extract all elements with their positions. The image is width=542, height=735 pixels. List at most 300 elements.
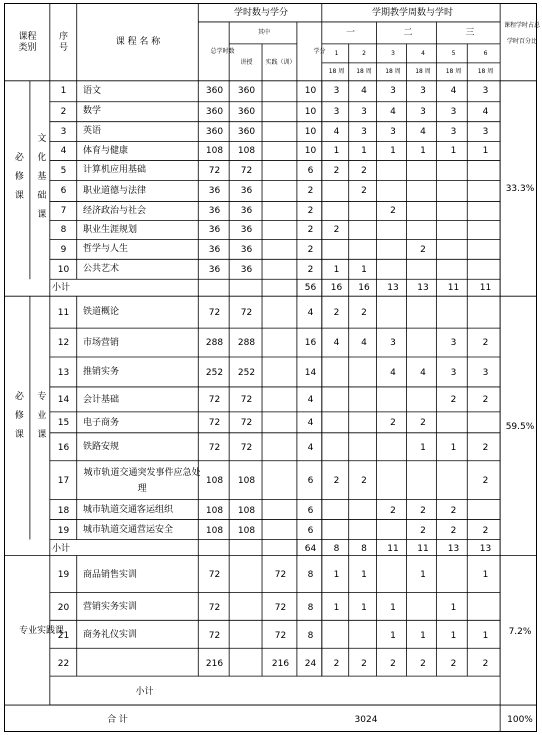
culture-row-no: 6 (60, 186, 67, 197)
culture-row-semester: 3 (361, 126, 367, 137)
culture-row-semester: 4 (450, 86, 457, 97)
major-row-semester: 2 (333, 476, 340, 487)
practice-row-lecture (230, 650, 263, 678)
major-row-semester (350, 501, 378, 521)
major-row-no: 18 (57, 505, 70, 516)
major-row-semester (323, 521, 350, 541)
culture-row-name: 哲学与人生 (83, 244, 129, 255)
major-row-semester (378, 521, 408, 541)
major-row-semester (350, 434, 378, 462)
major-ratio: 59.5% (505, 421, 535, 432)
major-row-semester (323, 501, 350, 521)
major-row-semester (378, 434, 408, 462)
header-lecture: 讲授 (240, 58, 253, 66)
practice-row-semester: 1 (450, 630, 457, 641)
culture-row-semester: 3 (333, 86, 340, 97)
practice-row-name: 商品销售实训 (83, 569, 138, 580)
culture-row-semester (469, 181, 502, 202)
major-group-required: 必修课 (12, 390, 23, 448)
practice-row-practice: 72 (274, 630, 287, 641)
major-row-lecture: 108 (237, 476, 256, 487)
header-year: 二 (403, 27, 413, 38)
major-row-semester (323, 388, 350, 413)
practice-row-credit: 24 (304, 658, 317, 669)
culture-ratio: 33.3% (505, 183, 535, 194)
culture-row-semester (438, 221, 469, 240)
culture-row-semester (378, 181, 408, 202)
major-row-semester (408, 297, 438, 329)
major-row-total: 72 (208, 395, 221, 406)
major-row-semester: 1 (450, 442, 457, 453)
culture-row-semester: 1 (333, 264, 340, 275)
practice-row-semester (408, 594, 438, 622)
major-row-semester: 2 (420, 525, 426, 536)
major-row-semester (350, 413, 378, 434)
practice-row-total: 72 (208, 570, 221, 581)
major-row-lecture: 252 (237, 367, 256, 378)
major-subtotal-credit: 64 (304, 543, 317, 554)
practice-row-semester: 1 (420, 570, 426, 581)
culture-row-credit: 10 (304, 146, 317, 157)
header-semester-weekly: 学期教学周数与学时 (371, 7, 453, 18)
culture-row-semester: 3 (390, 126, 396, 137)
culture-row-practice (263, 221, 298, 240)
culture-row-semester: 3 (420, 106, 426, 117)
total-label: 合 计 (107, 714, 128, 725)
culture-row-practice (263, 122, 298, 142)
culture-row-credit: 2 (307, 244, 314, 255)
major-row-credit: 6 (307, 476, 314, 487)
major-row-total: 108 (205, 505, 224, 516)
culture-row-semester (469, 240, 502, 260)
major-subtotal-label: 小计 (52, 543, 71, 554)
major-row-semester: 2 (482, 442, 489, 453)
practice-row-name: 商务礼仪实训 (83, 630, 138, 641)
major-row-semester: 3 (390, 338, 396, 349)
major-row-semester: 2 (390, 505, 396, 516)
major-row-lecture: 72 (240, 442, 253, 453)
culture-group-required: 必修课 (12, 152, 23, 209)
major-row-no: 15 (57, 418, 70, 429)
major-row-lecture: 72 (240, 418, 253, 429)
culture-row-semester: 3 (390, 86, 396, 97)
culture-row-semester (469, 202, 502, 221)
culture-row-semester (323, 202, 350, 221)
culture-row-semester (438, 181, 469, 202)
culture-row-practice (263, 102, 298, 122)
culture-row-semester: 2 (361, 186, 367, 197)
major-row-no: 11 (57, 307, 70, 318)
major-row-practice (263, 521, 298, 541)
practice-row-semester: 1 (450, 602, 457, 613)
major-row-practice (263, 329, 298, 358)
header-semester: 3 (391, 49, 395, 57)
major-row-no: 13 (57, 367, 70, 378)
practice-row-semester (323, 622, 350, 650)
major-row-name: 城市轨道交通客运组织 (83, 505, 174, 516)
major-row-semester (408, 329, 438, 358)
major-row-total: 108 (205, 476, 224, 487)
practice-row-semester: 1 (420, 630, 426, 641)
major-row-semester: 3 (450, 338, 457, 349)
culture-row-practice (263, 81, 298, 102)
major-row-name: 铁路安规 (83, 442, 120, 453)
culture-row-semester: 2 (361, 165, 367, 176)
culture-row-total: 360 (205, 106, 224, 117)
culture-row-semester (438, 161, 469, 181)
culture-row-total: 36 (208, 225, 221, 236)
major-row-practice (263, 501, 298, 521)
practice-subtotal-label: 小计 (135, 687, 154, 698)
major-row-name: 电子商务 (83, 417, 120, 428)
major-row-semester (323, 413, 350, 434)
culture-row-semester: 3 (482, 86, 489, 97)
culture-row-semester (408, 181, 438, 202)
culture-row-semester (378, 161, 408, 181)
culture-row-semester: 2 (333, 225, 340, 236)
culture-row-name: 英语 (83, 126, 102, 137)
culture-row-semester: 2 (390, 206, 396, 217)
culture-row-name: 计算机应用基础 (83, 165, 147, 176)
header-weeks: 18 周 (356, 68, 372, 76)
major-row-lecture: 72 (240, 395, 253, 406)
practice-row-semester: 2 (420, 658, 426, 669)
major-row-semester: 2 (361, 476, 367, 487)
major-subtotal-semester: 11 (387, 543, 399, 554)
culture-row-semester: 4 (420, 126, 426, 137)
culture-row-lecture: 360 (237, 126, 256, 137)
major-row-no: 19 (57, 525, 70, 536)
culture-row-semester: 1 (361, 264, 367, 275)
major-row-name: 推销实务 (83, 367, 120, 378)
major-row-name: 城市轨道交通突发事件应急处理 (83, 468, 201, 494)
major-row-no: 17 (57, 476, 70, 487)
culture-row-credit: 2 (307, 206, 314, 217)
culture-row-semester (469, 260, 502, 280)
culture-row-credit: 10 (304, 106, 317, 117)
major-row-no: 12 (57, 338, 70, 349)
practice-row-semester: 1 (482, 630, 489, 641)
culture-row-credit: 10 (304, 86, 317, 97)
practice-row-semester: 1 (361, 570, 367, 581)
major-row-lecture: 288 (237, 338, 256, 349)
major-row-semester (469, 297, 502, 329)
culture-row-no: 2 (60, 106, 67, 117)
major-row-semester: 2 (450, 525, 457, 536)
header-weeks: 18 周 (477, 68, 494, 76)
major-row-semester (438, 297, 469, 329)
culture-row-semester (438, 202, 469, 221)
header-seq: 序 号 (58, 31, 68, 53)
culture-row-semester: 1 (333, 146, 340, 157)
culture-subtotal-semester: 13 (387, 283, 399, 294)
culture-row-semester: 3 (450, 106, 457, 117)
culture-row-semester (323, 240, 350, 260)
major-row-semester (350, 388, 378, 413)
major-row-semester (469, 413, 502, 434)
culture-row-semester (323, 181, 350, 202)
major-row-semester (469, 501, 502, 521)
major-subtotal-semester: 13 (479, 543, 492, 554)
major-row-semester: 1 (420, 442, 426, 453)
header-total-hours: 总学时数 (210, 47, 235, 55)
header-ratio: 课程学时占总学时百分比 (504, 22, 541, 45)
culture-row-no: 5 (60, 165, 67, 176)
major-row-name: 铁道概论 (83, 307, 120, 318)
culture-row-practice (263, 240, 298, 260)
practice-group-name: 专业实践课 (19, 626, 65, 637)
culture-row-lecture: 36 (240, 206, 253, 217)
major-row-semester: 2 (390, 418, 396, 429)
culture-row-semester: 3 (361, 106, 367, 117)
major-row-total: 72 (208, 307, 221, 318)
practice-row-semester (469, 594, 502, 622)
major-row-semester: 2 (420, 418, 426, 429)
course-plan-table (4, 3, 541, 732)
culture-row-total: 36 (208, 264, 221, 275)
culture-row-no: 10 (57, 264, 70, 275)
culture-row-practice (263, 260, 298, 280)
major-row-semester: 2 (450, 395, 457, 406)
culture-row-total: 72 (208, 165, 221, 176)
culture-row-practice (263, 161, 298, 181)
culture-row-credit: 10 (304, 126, 317, 137)
header-weeks: 18 周 (385, 68, 401, 76)
practice-row-credit: 8 (307, 570, 314, 581)
practice-row-semester: 2 (450, 658, 457, 669)
major-row-total: 108 (205, 525, 224, 536)
major-row-semester (378, 388, 408, 413)
practice-row-semester: 1 (390, 630, 396, 641)
practice-row-practice: 72 (274, 602, 287, 613)
major-row-semester: 2 (482, 395, 489, 406)
culture-subtotal-semester: 11 (479, 283, 492, 294)
culture-row-practice (263, 142, 298, 161)
major-subtotal-semester: 11 (417, 543, 429, 554)
major-row-semester (323, 434, 350, 462)
major-row-credit: 4 (307, 395, 314, 406)
culture-row-semester (438, 260, 469, 280)
major-row-semester: 2 (450, 505, 457, 516)
major-row-semester: 2 (482, 525, 489, 536)
header-semester: 5 (451, 49, 456, 57)
culture-row-name: 职业道德与法律 (83, 185, 147, 196)
major-subtotal-semester: 8 (333, 543, 340, 554)
header-among: 其中 (257, 29, 270, 37)
culture-group-base: 文化基础课 (35, 133, 46, 228)
culture-row-credit: 2 (307, 264, 314, 275)
culture-row-lecture: 36 (240, 186, 253, 197)
culture-row-semester (350, 221, 378, 240)
culture-row-lecture: 360 (237, 106, 256, 117)
major-row-no: 14 (57, 395, 70, 406)
culture-row-no: 1 (60, 86, 67, 97)
practice-row-semester: 1 (361, 602, 367, 613)
major-row-semester (350, 521, 378, 541)
culture-row-semester: 3 (482, 126, 489, 137)
culture-row-lecture: 36 (240, 225, 253, 236)
header-semester: 6 (483, 49, 488, 57)
practice-row-credit: 8 (307, 602, 314, 613)
culture-row-semester (378, 260, 408, 280)
major-row-total: 252 (205, 367, 224, 378)
practice-row-total: 216 (205, 658, 224, 669)
practice-row-semester: 1 (390, 602, 396, 613)
practice-row-semester: 1 (333, 570, 340, 581)
header-course-name: 课 程 名 称 (115, 37, 161, 48)
culture-row-name: 语文 (83, 85, 102, 96)
major-row-semester (408, 462, 438, 501)
practice-row-semester: 1 (333, 602, 340, 613)
culture-row-semester: 1 (420, 146, 426, 157)
header-weeks: 18 周 (328, 68, 345, 76)
culture-row-no: 4 (60, 146, 67, 157)
practice-row-semester (378, 557, 408, 594)
culture-row-credit: 2 (307, 225, 314, 236)
practice-row-semester (350, 622, 378, 650)
practice-row-lecture (230, 594, 263, 622)
major-row-semester: 3 (482, 367, 489, 378)
culture-row-lecture: 36 (240, 244, 253, 255)
culture-row-practice (263, 181, 298, 202)
header-year: 一 (345, 27, 355, 38)
culture-row-practice (263, 202, 298, 221)
practice-row-semester: 2 (333, 658, 340, 669)
culture-row-semester: 3 (420, 86, 426, 97)
culture-row-semester (469, 161, 502, 181)
major-row-total: 72 (208, 442, 221, 453)
culture-row-lecture: 360 (237, 86, 256, 97)
culture-subtotal-credit: 56 (304, 283, 317, 294)
major-row-semester: 2 (333, 307, 340, 318)
practice-row-no: 19 (57, 570, 70, 581)
culture-row-semester (408, 161, 438, 181)
culture-row-semester (408, 202, 438, 221)
culture-row-semester: 3 (450, 126, 457, 137)
culture-row-semester: 4 (390, 106, 396, 117)
header-weeks: 18 周 (445, 68, 462, 76)
header-practice: 实践（训） (265, 58, 296, 66)
header-semester: 2 (362, 49, 366, 57)
culture-row-semester (438, 240, 469, 260)
major-row-lecture: 72 (240, 307, 253, 318)
major-row-total: 72 (208, 418, 221, 429)
culture-row-semester: 1 (390, 146, 396, 157)
culture-row-name: 职业生涯规划 (83, 224, 138, 235)
culture-subtotal-semester: 16 (330, 283, 343, 294)
culture-row-semester (408, 221, 438, 240)
practice-row-credit: 8 (307, 630, 314, 641)
culture-row-semester: 4 (333, 126, 340, 137)
culture-subtotal-label: 小计 (52, 283, 71, 294)
major-row-credit: 4 (307, 442, 314, 453)
major-row-semester (350, 358, 378, 388)
culture-row-name: 体育与健康 (83, 145, 129, 156)
major-row-credit: 4 (307, 307, 314, 318)
culture-row-semester: 1 (450, 146, 457, 157)
practice-ratio: 7.2% (508, 626, 532, 637)
major-row-practice (263, 297, 298, 329)
major-subtotal-semester: 8 (361, 543, 367, 554)
culture-row-no: 3 (60, 126, 67, 137)
major-row-practice (263, 358, 298, 388)
practice-row-total: 72 (208, 630, 221, 641)
practice-row-semester: 2 (482, 658, 489, 669)
major-row-semester (408, 388, 438, 413)
practice-row-no: 22 (57, 658, 70, 669)
culture-row-semester: 4 (361, 86, 367, 97)
culture-subtotal-semester: 16 (358, 283, 370, 294)
header-credits: 学分 (313, 47, 326, 55)
culture-row-no: 9 (60, 244, 67, 255)
culture-subtotal-semester: 13 (417, 283, 429, 294)
major-row-semester: 2 (361, 307, 367, 318)
culture-row-semester: 3 (333, 106, 340, 117)
practice-row-name: 营销实务实训 (83, 602, 138, 613)
culture-row-semester: 4 (482, 106, 489, 117)
major-row-name: 会计基础 (83, 394, 120, 405)
major-row-credit: 14 (304, 367, 317, 378)
major-row-name: 城市轨道交通营运安全 (83, 525, 174, 536)
culture-subtotal-semester: 11 (447, 283, 460, 294)
practice-row-semester (438, 557, 469, 594)
major-row-semester: 3 (450, 367, 457, 378)
total-hours: 3024 (354, 714, 378, 725)
major-row-semester: 4 (361, 338, 367, 349)
culture-row-total: 36 (208, 244, 221, 255)
major-row-semester: 2 (482, 476, 489, 487)
practice-row-lecture (230, 622, 263, 650)
major-row-semester (438, 462, 469, 501)
practice-row-semester: 1 (482, 570, 489, 581)
practice-row-practice: 216 (271, 658, 290, 669)
practice-row-semester: 2 (390, 658, 396, 669)
culture-row-no: 8 (60, 225, 67, 236)
culture-row-semester: 2 (420, 244, 426, 255)
major-row-credit: 6 (307, 525, 314, 536)
culture-row-semester (350, 240, 378, 260)
culture-row-name: 公共艺术 (83, 264, 120, 275)
header-hours-credits: 学时数与学分 (233, 7, 288, 18)
major-row-name: 市场营销 (83, 337, 120, 348)
major-row-practice (263, 388, 298, 413)
culture-row-semester (378, 221, 408, 240)
culture-row-total: 36 (208, 206, 221, 217)
major-row-semester: 2 (420, 505, 426, 516)
major-row-practice (263, 413, 298, 434)
major-row-practice (263, 434, 298, 462)
culture-row-total: 108 (205, 146, 224, 157)
culture-row-total: 36 (208, 186, 221, 197)
major-group-name: 专业课 (35, 390, 46, 448)
major-row-total: 288 (205, 338, 224, 349)
major-row-semester: 4 (333, 338, 340, 349)
culture-row-semester (469, 221, 502, 240)
major-row-practice (263, 462, 298, 501)
culture-row-credit: 6 (307, 165, 314, 176)
major-row-semester (378, 462, 408, 501)
major-subtotal-semester: 13 (447, 543, 460, 554)
culture-row-semester: 1 (482, 146, 489, 157)
major-row-credit: 4 (307, 418, 314, 429)
culture-row-credit: 2 (307, 186, 314, 197)
header-semester: 1 (334, 49, 339, 57)
culture-row-lecture: 72 (240, 165, 253, 176)
major-row-no: 16 (57, 442, 70, 453)
culture-row-no: 7 (60, 206, 67, 217)
major-row-semester (378, 297, 408, 329)
culture-row-semester (378, 240, 408, 260)
